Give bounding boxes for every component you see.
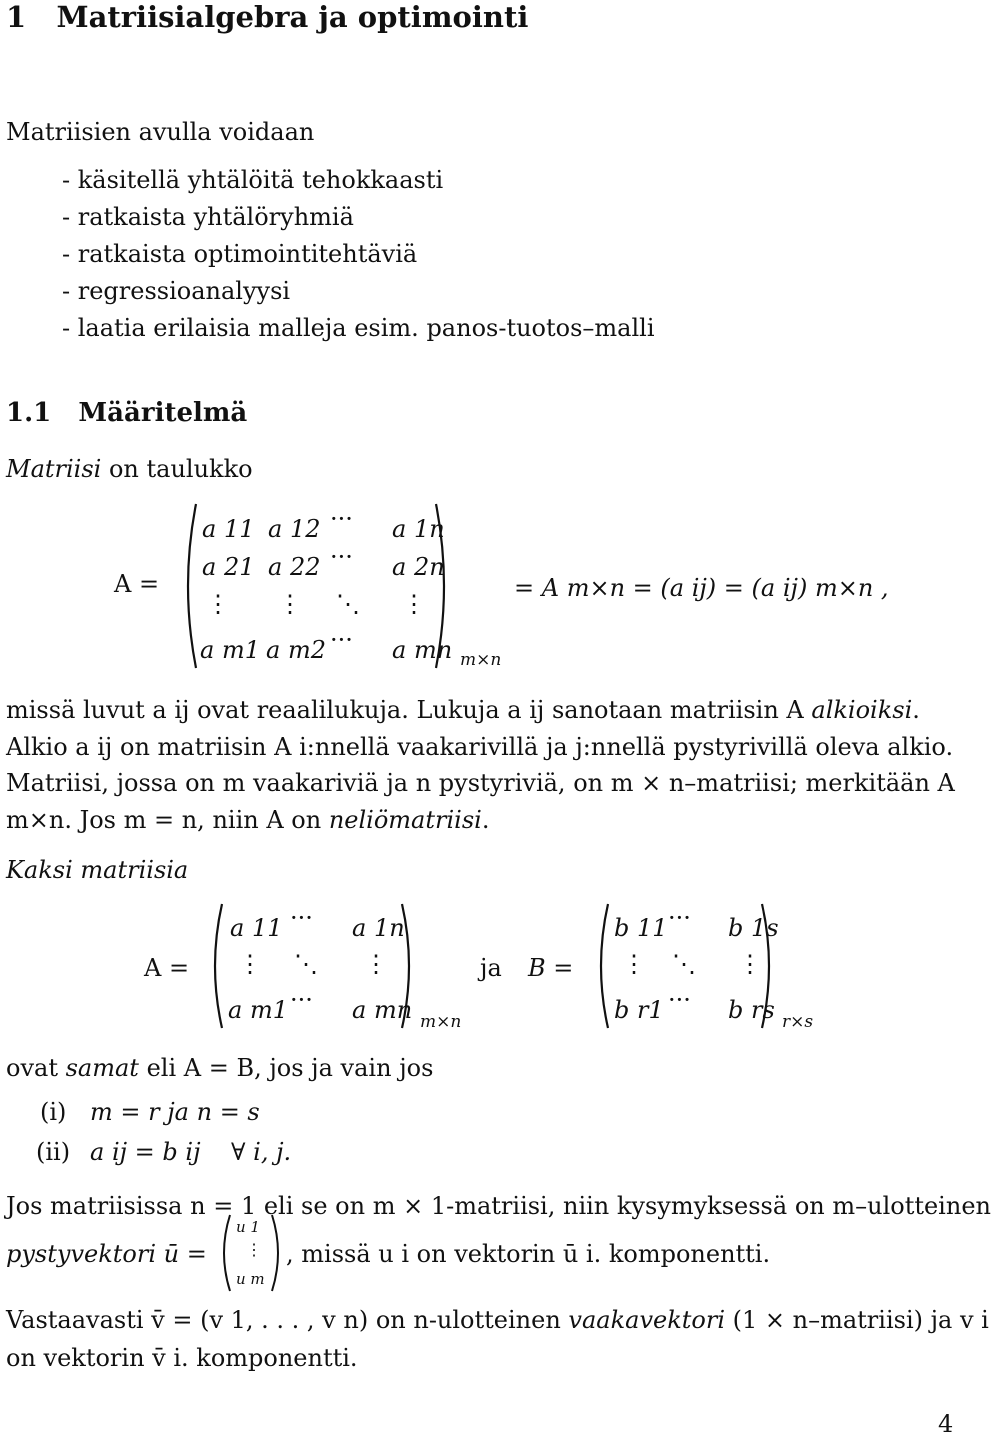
a-matrix-dim: m×n xyxy=(420,1012,462,1032)
intro-item: - ratkaista optimointitehtäviä xyxy=(62,240,418,268)
matrix-cell: a 11 xyxy=(202,515,255,543)
paragraph-text: . xyxy=(481,805,490,834)
b-matrix-cell: ⋮ xyxy=(738,950,762,978)
equality-condition-lead xyxy=(6,1054,433,1082)
b-matrix-dim: r×s xyxy=(782,1012,814,1032)
a-matrix-cell: a 1n xyxy=(352,914,405,942)
matrix-cell: a m1 xyxy=(200,636,260,664)
term-vaakavektori: vaakavektori xyxy=(568,1306,725,1334)
matrix-cell: ⋮ xyxy=(206,590,230,618)
lead-text: eli A = B, jos ja vain jos xyxy=(138,1054,434,1082)
matrix-cell: a 22 xyxy=(268,553,321,581)
b-matrix-cell: ··· xyxy=(668,904,691,932)
matrix-cell: a 2n xyxy=(392,553,445,581)
b-matrix-cell: ⋱ xyxy=(672,950,696,978)
b-matrix-cell: ⋮ xyxy=(622,950,646,978)
condition-text: m = r ja n = s xyxy=(90,1098,260,1126)
definition-line xyxy=(6,455,253,483)
paragraph-text: missä luvut a ij ovat reaalilukuja. Lukuja a ij sanotaan matriisin A xyxy=(6,696,812,724)
condition-label: (ii) xyxy=(36,1138,71,1166)
matrix-cell: a mn xyxy=(392,636,453,664)
subsection-heading xyxy=(6,398,247,428)
b-matrix-cell: b 11 xyxy=(614,914,668,942)
term-alkioiksi: alkioiksi xyxy=(811,696,913,724)
condition-label: (i) xyxy=(40,1098,67,1126)
section-number: 1 xyxy=(6,0,27,34)
col-vec-lhs: ū = xyxy=(156,1240,207,1268)
column-vector-line: Jos matriisissa n = 1 eli se on m × 1-matriisi, niin kysymyksessä on m–ulotteinen xyxy=(6,1192,991,1220)
ja-word: ja xyxy=(480,954,502,982)
term-matriisi: Matriisi xyxy=(6,455,102,483)
column-vector-rest: , missä u i on vektorin ū i. komponentti. xyxy=(286,1240,771,1268)
row-vector-line xyxy=(6,1306,989,1334)
definition-paragraph xyxy=(6,692,956,838)
matrix-cell: a m2 xyxy=(266,636,326,664)
matrix-cell: ··· xyxy=(330,505,353,533)
matrix-cell: ⋱ xyxy=(336,590,360,618)
row-vector-line2: on vektorin v̄ i. komponentti. xyxy=(6,1344,358,1372)
b-matrix-cell: b rs xyxy=(728,996,775,1024)
row-text: (1 × n–matriisi) ja v i xyxy=(725,1306,989,1334)
intro-item: - regressioanalyysi xyxy=(62,277,291,305)
matrix-cell: a 12 xyxy=(268,515,321,543)
matrix-cell: ··· xyxy=(330,543,353,571)
term-neliomatriisi: neliömatriisi xyxy=(328,805,482,834)
matrix-dim: m×n xyxy=(460,650,502,670)
intro-lead: Matriisien avulla voidaan xyxy=(6,118,315,146)
a-matrix-cell: a 11 xyxy=(230,914,283,942)
a-matrix-lhs: A = xyxy=(144,954,190,982)
left-paren xyxy=(176,500,200,672)
term-pystyvektori: pystyvektori xyxy=(6,1240,156,1268)
a-matrix-cell: ··· xyxy=(290,904,313,932)
section-title: Matriisialgebra ja optimointi xyxy=(56,0,529,34)
matrix-cell: ⋮ xyxy=(402,590,426,618)
col-vec-cell: u 1 xyxy=(236,1218,260,1236)
row-text: Vastaavasti v̄ = (v 1, . . . , v n) on n-ulotteinen xyxy=(6,1306,569,1334)
paragraph-text: . Alkio a ij on matriisin A i:nnellä vaakarivillä ja j:nnellä pystyrivillä oleva alkio. Matriisi, jossa on m vaakariviä ja n pystyriviä, on m × n–matriisi; merkitään A m×n. Jos m = n, niin A on xyxy=(6,696,955,834)
a-matrix-cell: a m1 xyxy=(228,996,288,1024)
a-matrix-cell: ··· xyxy=(290,986,313,1014)
left-paren xyxy=(216,1212,234,1294)
a-matrix-cell: ⋮ xyxy=(238,950,262,978)
col-vec-cell: u m xyxy=(236,1270,265,1288)
left-paren xyxy=(204,900,226,1032)
term-samat: samat xyxy=(65,1054,139,1082)
matrix-cell: ··· xyxy=(330,626,353,654)
definition-rest: on taulukko xyxy=(101,455,253,483)
a-matrix-cell: ⋮ xyxy=(364,950,388,978)
b-matrix-cell: ··· xyxy=(668,986,691,1014)
matrix-lhs: A = xyxy=(114,570,160,598)
equality-heading: Kaksi matriisia xyxy=(6,856,189,884)
b-matrix-lhs: B = xyxy=(528,954,574,982)
matrix-cell: a 1n xyxy=(392,515,445,543)
intro-item: - käsitellä yhtälöitä tehokkaasti xyxy=(62,166,444,194)
a-matrix-cell: ⋱ xyxy=(294,950,318,978)
page-number: 4 xyxy=(938,1410,954,1438)
matrix-rhs: = A m×n = (a ij) = (a ij) m×n , xyxy=(514,574,889,602)
lead-text: ovat xyxy=(6,1054,66,1082)
matrix-cell: ⋮ xyxy=(278,590,302,618)
intro-item: - laatia erilaisia malleja esim. panos-tuotos–malli xyxy=(62,314,655,342)
a-matrix-cell: a mn xyxy=(352,996,413,1024)
col-vec-cell: ⋮ xyxy=(246,1240,262,1259)
matrix-cell: a 21 xyxy=(202,553,255,581)
right-paren xyxy=(268,1212,286,1294)
b-matrix-cell: b 1s xyxy=(728,914,779,942)
section-heading xyxy=(6,0,528,34)
intro-item: - ratkaista yhtälöryhmiä xyxy=(62,203,354,231)
left-paren xyxy=(590,900,612,1032)
subsection-title: Määritelmä xyxy=(78,398,248,428)
column-vector-def xyxy=(6,1240,207,1268)
condition-text: a ij = b ij ∀ i, j. xyxy=(90,1138,292,1166)
subsection-number: 1.1 xyxy=(6,398,52,428)
b-matrix-cell: b r1 xyxy=(614,996,664,1024)
